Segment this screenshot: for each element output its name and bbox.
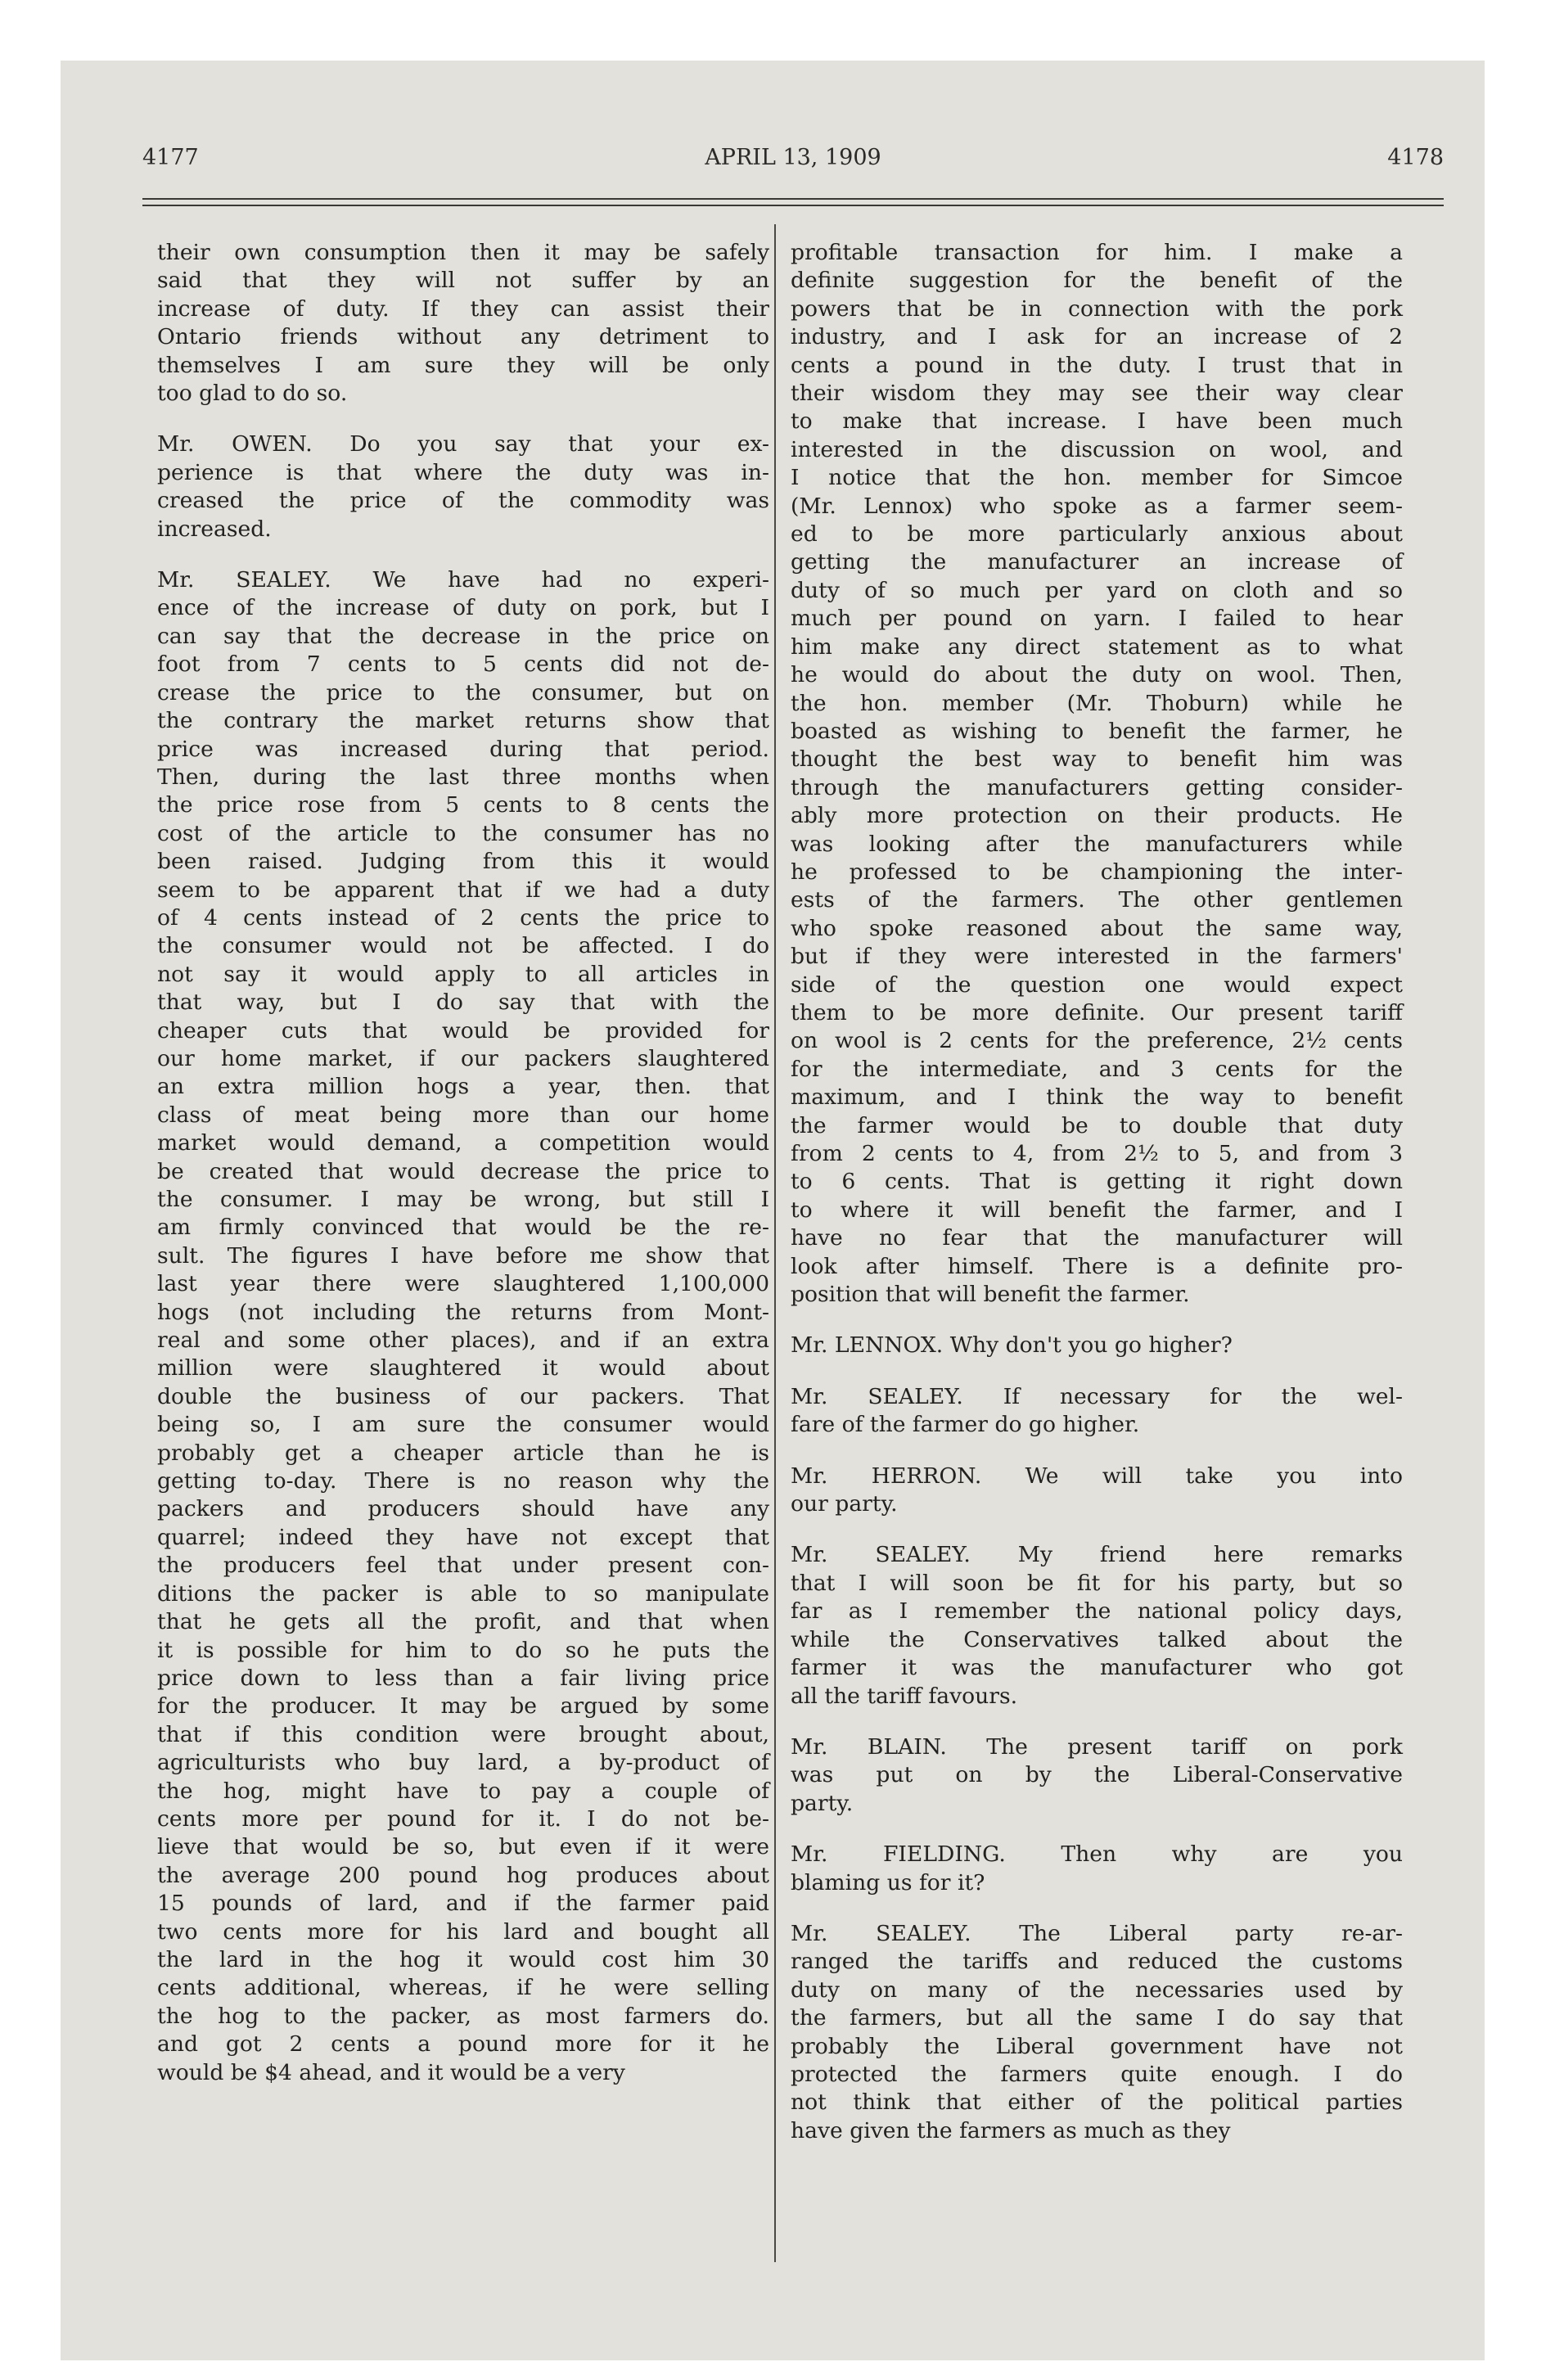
text-line: I notice that the hon. member for Simcoe	[791, 465, 1403, 491]
text-line: million were slaughtered it would about	[157, 1355, 769, 1382]
text-line: definite suggestion for the benefit of the	[791, 268, 1403, 294]
text-line: side of the question one would expect	[791, 971, 1403, 998]
text-line: creased the price of the commodity was	[157, 488, 769, 514]
text-line: have given the farmers as much as they	[791, 2117, 1231, 2143]
text-line: our party.	[791, 1491, 898, 1517]
text-line: who spoke reasoned about the same way,	[791, 915, 1403, 941]
text-line: that he gets all the profit, and that when	[157, 1609, 769, 1635]
text-line: from 2 cents to 4, from 2½ to 5, and from 3	[791, 1141, 1403, 1166]
paragraph	[791, 1383, 1403, 1440]
paragraph-gap	[791, 1711, 1403, 1733]
text-line: fare of the farmer do go higher.	[791, 1412, 1140, 1438]
text-line: far as I remember the national policy days,	[791, 1598, 1403, 1625]
text-line: not think that either of the political parties	[791, 2089, 1403, 2116]
text-line: getting the manufacturer an increase of	[791, 549, 1403, 575]
text-line: increased.	[157, 516, 272, 542]
text-line: the price rose from 5 cents to 8 cents the	[157, 792, 769, 818]
page-number-left: 4177	[142, 145, 199, 170]
paragraph-gap	[791, 1360, 1403, 1383]
text-line: protected the farmers quite enough. I do	[791, 2061, 1403, 2087]
text-line: that I will soon be fit for his party, but so	[791, 1570, 1403, 1596]
text-line: the average 200 pound hog produces about	[157, 1862, 769, 1888]
text-line: 15 pounds of lard, and if the farmer paid	[157, 1891, 769, 1917]
paragraph-gap	[157, 408, 769, 430]
text-line: Mr. SEALEY. My friend here remarks	[791, 1542, 1403, 1568]
text-line: perience is that where the duty was in-	[157, 459, 769, 485]
text-line: would be $4 ahead, and it would be a very	[157, 2059, 625, 2085]
paragraph	[791, 1920, 1403, 2145]
text-line: the hog to the packer, as most farmers do.	[157, 2003, 769, 2029]
text-line: ests of the farmers. The other gentlemen	[791, 887, 1403, 913]
text-line: powers that be in connection with the pork	[791, 295, 1403, 322]
text-line: industry, and I ask for an increase of 2	[791, 324, 1403, 350]
text-line: Mr. LENNOX. Why don't you go higher?	[791, 1332, 1233, 1359]
text-line: probably get a cheaper article than he is	[157, 1440, 769, 1466]
text-line: said that they will not suffer by an	[157, 268, 769, 294]
text-line: price down to less than a fair living price	[157, 1665, 769, 1691]
text-line: farmer it was the manufacturer who got	[791, 1655, 1403, 1681]
text-line: that if this condition were brought about,	[157, 1721, 769, 1747]
text-line: the producers feel that under present con-	[157, 1553, 769, 1579]
text-line: on wool is 2 cents for the preference, 2½ cents	[791, 1028, 1403, 1054]
text-line: ed to be more particularly anxious about	[791, 521, 1403, 548]
paragraph	[157, 239, 769, 408]
text-line: foot from 7 cents to 5 cents did not de-	[157, 651, 769, 678]
paragraph	[791, 1733, 1403, 1818]
text-line: thought the best way to benefit him was	[791, 746, 1403, 773]
text-line: position that will benefit the farmer.	[791, 1282, 1190, 1308]
text-line: be created that would decrease the price to	[157, 1158, 769, 1184]
text-line: Mr. SEALEY. The Liberal party re-ar-	[791, 1920, 1403, 1946]
text-line: cents more per pound for it. I do not be-	[157, 1805, 769, 1832]
header-rule-bottom	[142, 205, 1444, 206]
text-line: the consumer would not be affected. I do	[157, 933, 769, 959]
text-line: getting to-day. There is no reason why the	[157, 1468, 769, 1494]
text-line: the hog, might have to pay a couple of	[157, 1778, 769, 1804]
text-line: to where it will benefit the farmer, and I	[791, 1197, 1403, 1223]
text-line: the farmers, but all the same I do say that	[791, 2005, 1403, 2031]
text-line: ditions the packer is able to so manipulate	[157, 1580, 769, 1607]
text-line: packers and producers should have any	[157, 1496, 769, 1522]
text-line: quarrel; indeed they have not except that	[157, 1524, 769, 1550]
header-date: APRIL 13, 1909	[705, 145, 881, 170]
text-line: he would do about the duty on wool. Then,	[791, 662, 1403, 688]
text-line: being so, I am sure the consumer would	[157, 1412, 769, 1438]
paragraph-gap	[791, 1518, 1403, 1541]
text-line: real and some other places), and if an extra	[157, 1327, 769, 1354]
text-line: price was increased during that period.	[157, 736, 769, 762]
text-line: themselves I am sure they will be only	[157, 352, 769, 378]
text-line: Mr. SEALEY. If necessary for the wel-	[791, 1383, 1403, 1409]
text-line: and got 2 cents a pound more for it he	[157, 2031, 769, 2058]
text-line: that way, but I do say that with the	[157, 989, 769, 1016]
text-line: (Mr. Lennox) who spoke as a farmer seem-	[791, 493, 1403, 519]
text-line: the contrary the market returns show that	[157, 708, 769, 734]
text-line: him make any direct statement as to what	[791, 633, 1403, 660]
text-line: the hon. member (Mr. Thoburn) while he	[791, 690, 1403, 716]
text-line: agriculturists who buy lard, a by-product of	[157, 1750, 769, 1776]
text-line: Mr. SEALEY. We have had no experi-	[157, 567, 769, 593]
text-line: to 6 cents. That is getting it right down	[791, 1169, 1403, 1195]
text-line: have no fear that the manufacturer will	[791, 1225, 1403, 1251]
text-line: probably the Liberal government have not	[791, 2033, 1403, 2059]
page-number-right: 4178	[1387, 145, 1444, 170]
paragraph	[791, 239, 1403, 1309]
text-line: all the tariff favours.	[791, 1683, 1018, 1709]
text-line: was put on by the Liberal-Conservative	[791, 1762, 1403, 1788]
text-line: double the business of our packers. That	[157, 1383, 769, 1409]
text-line: an extra million hogs a year, then. that	[157, 1074, 769, 1100]
text-line: ranged the tariffs and reduced the customs	[791, 1949, 1403, 1975]
paragraph	[157, 430, 769, 543]
text-line: Mr. OWEN. Do you say that your ex-	[157, 431, 769, 458]
paragraph-gap	[791, 1897, 1403, 1920]
text-line: too glad to do so.	[157, 381, 348, 407]
page-header	[142, 145, 1444, 178]
text-line: but if they were interested in the farmers'	[791, 944, 1403, 970]
text-line: duty of so much per yard on cloth and so	[791, 577, 1403, 603]
text-line: their own consumption then it may be safely	[157, 240, 769, 265]
text-line: profitable transaction for him. I make a	[791, 240, 1403, 265]
paragraph-gap	[791, 1309, 1403, 1332]
text-line: last year there were slaughtered 1,100,000	[157, 1271, 769, 1297]
left-column	[157, 239, 769, 2087]
text-line: it is possible for him to do so he puts the	[157, 1637, 769, 1663]
paragraph	[791, 1332, 1403, 1359]
text-line: ence of the increase of duty on pork, but I	[157, 595, 769, 621]
text-line: two cents more for his lard and bought all	[157, 1918, 769, 1945]
text-line: through the manufacturers getting consider-	[791, 774, 1403, 800]
text-line: boasted as wishing to benefit the farmer, he	[791, 718, 1403, 744]
column-divider	[774, 224, 776, 2262]
text-line: cents a pound in the duty. I trust that in	[791, 352, 1403, 378]
text-line: can say that the decrease in the price on	[157, 623, 769, 649]
text-line: he professed to be championing the inter-	[791, 859, 1403, 885]
text-line: the lard in the hog it would cost him 30	[157, 1946, 769, 1972]
paragraph	[791, 1841, 1403, 1897]
text-line: interested in the discussion on wool, and	[791, 436, 1403, 462]
text-line: not say it would apply to all articles in	[157, 961, 769, 987]
text-line: Ontario friends without any detriment to	[157, 324, 769, 350]
text-line: for the intermediate, and 3 cents for the	[791, 1056, 1403, 1082]
text-line: market would demand, a competition would	[157, 1130, 769, 1156]
text-line: hogs (not including the returns from Mont-	[157, 1299, 769, 1325]
text-line: lieve that would be so, but even if it were	[157, 1834, 769, 1860]
text-line: been raised. Judging from this it would	[157, 849, 769, 875]
text-line: class of meat being more than our home	[157, 1102, 769, 1128]
paragraph-gap	[157, 543, 769, 566]
text-line: party.	[791, 1790, 854, 1816]
text-line: Mr. HERRON. We will take you into	[791, 1463, 1403, 1489]
text-line: increase of duty. If they can assist their	[157, 295, 769, 322]
text-line: Then, during the last three months when	[157, 764, 769, 790]
text-line: look after himself. There is a definite pro-	[791, 1253, 1403, 1279]
text-line: them to be more definite. Our present tariff	[791, 999, 1403, 1025]
header-rule-top	[142, 198, 1444, 200]
text-line: am firmly convinced that would be the re-	[157, 1215, 769, 1241]
text-line: blaming us for it?	[791, 1869, 985, 1895]
text-line: duty on many of the necessaries used by	[791, 1977, 1403, 2003]
text-line: Mr. FIELDING. Then why are you	[791, 1841, 1403, 1868]
right-column	[791, 239, 1403, 2145]
text-line: the consumer. I may be wrong, but still I	[157, 1187, 769, 1212]
text-line: of 4 cents instead of 2 cents the price to	[157, 904, 769, 931]
text-line: cheaper cuts that would be provided for	[157, 1017, 769, 1044]
text-line: their wisdom they may see their way clear	[791, 381, 1403, 407]
text-line: ably more protection on their products. He	[791, 803, 1403, 829]
text-line: sult. The figures I have before me show that	[157, 1242, 769, 1269]
text-line: seem to be apparent that if we had a duty	[157, 877, 769, 903]
text-line: crease the price to the consumer, but on	[157, 679, 769, 705]
text-line: much per pound on yarn. I failed to hear	[791, 606, 1403, 632]
paragraph-gap	[791, 1440, 1403, 1463]
paragraph	[157, 566, 769, 2087]
text-line: cents additional, whereas, if he were selling	[157, 1975, 769, 2001]
text-line: maximum, and I think the way to benefit	[791, 1084, 1403, 1111]
text-line: to make that increase. I have been much	[791, 408, 1403, 435]
paragraph	[791, 1541, 1403, 1710]
text-line: cost of the article to the consumer has no	[157, 820, 769, 846]
text-line: for the producer. It may be argued by some	[157, 1693, 769, 1720]
text-line: the farmer would be to double that duty	[791, 1112, 1403, 1138]
paragraph	[791, 1463, 1403, 1519]
document-page	[61, 61, 1485, 2360]
text-line: while the Conservatives talked about the	[791, 1626, 1403, 1652]
text-line: our home market, if our packers slaughtered	[157, 1045, 769, 1071]
text-line: was looking after the manufacturers while	[791, 831, 1403, 857]
paragraph-gap	[791, 1818, 1403, 1841]
text-line: Mr. BLAIN. The present tariff on pork	[791, 1733, 1403, 1760]
